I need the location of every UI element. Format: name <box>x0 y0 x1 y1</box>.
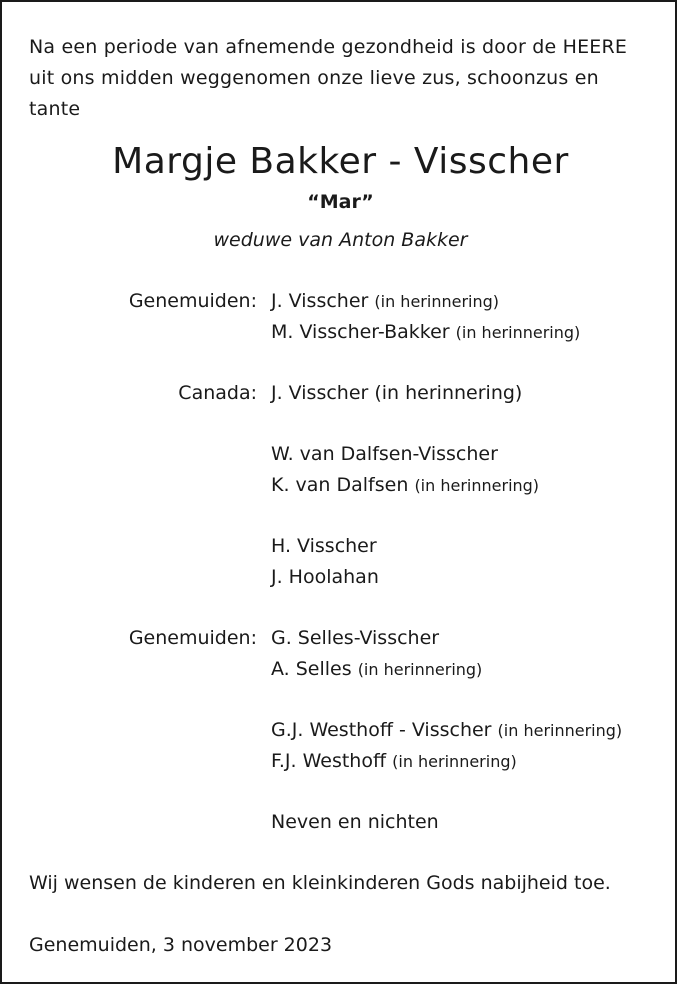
relative-note: (in herinnering) <box>455 323 581 342</box>
widow-of: weduwe van Anton Bakker <box>213 229 468 251</box>
relative-name-text: F.J. Westhoff <box>271 750 387 772</box>
relative-name <box>271 531 377 562</box>
relative-name <box>271 715 622 746</box>
relative-name-text: G.J. Westhoff - Visscher <box>271 719 492 741</box>
relative-note: (in herinnering) <box>357 660 483 679</box>
relative-row <box>2 286 677 316</box>
relative-row <box>2 715 677 745</box>
relative-row <box>2 470 677 500</box>
relative-name-text: M. Visscher-Bakker <box>271 321 450 343</box>
relative-row <box>2 531 677 561</box>
relative-row <box>2 807 677 837</box>
relative-name-text: J. Hoolahan <box>271 566 379 588</box>
relative-row <box>2 562 677 592</box>
relative-note: (in herinnering) <box>392 752 517 771</box>
relative-row <box>2 654 677 684</box>
relative-name <box>271 317 580 348</box>
relative-name-text: H. Visscher <box>271 535 377 557</box>
relative-name-text: W. van Dalfsen-Visscher <box>271 443 498 465</box>
relative-row <box>2 623 677 653</box>
relative-name-text: K. van Dalfsen <box>271 474 409 496</box>
intro-line: uit ons midden weggenomen onze lieve zus, schoonzus en <box>29 67 599 89</box>
relative-name <box>271 746 517 777</box>
deceased-name: Margje Bakker - Visscher <box>112 141 569 182</box>
relative-name <box>271 623 439 654</box>
relative-row <box>2 439 677 469</box>
intro-line: tante <box>29 98 81 120</box>
relative-place: Genemuiden: <box>128 290 257 312</box>
relative-place: Genemuiden: <box>128 627 257 649</box>
relative-note: (in herinnering) <box>414 476 540 495</box>
relative-row <box>2 746 677 776</box>
relative-place: Canada: <box>178 382 257 404</box>
intro-text <box>29 32 659 125</box>
relative-note: (in herinnering) <box>374 292 499 311</box>
relative-name-text: J. Visscher (in herinnering) <box>271 382 523 404</box>
relative-name <box>271 470 539 501</box>
dateline: Genemuiden, 3 november 2023 <box>29 934 333 956</box>
relative-name <box>271 378 522 409</box>
relative-name-text: A. Selles <box>271 658 352 680</box>
relative-name <box>271 562 379 593</box>
relative-name-text: G. Selles-Visscher <box>271 627 440 649</box>
relative-name-text: Neven en nichten <box>271 811 439 833</box>
deceased-nickname: “Mar” <box>307 191 374 213</box>
relative-name <box>271 286 499 317</box>
closing-text: Wij wensen de kinderen en kleinkinderen Gods nabijheid toe. <box>29 872 611 894</box>
relative-name <box>271 654 482 685</box>
relative-note: (in herinnering) <box>497 721 623 740</box>
intro-line: Na een periode van afnemende gezondheid is door de HEERE <box>29 36 628 58</box>
relative-row <box>2 378 677 408</box>
relative-name-text: J. Visscher <box>271 290 369 312</box>
relative-row <box>2 317 677 347</box>
relative-name <box>271 439 498 470</box>
relative-name <box>271 807 439 838</box>
